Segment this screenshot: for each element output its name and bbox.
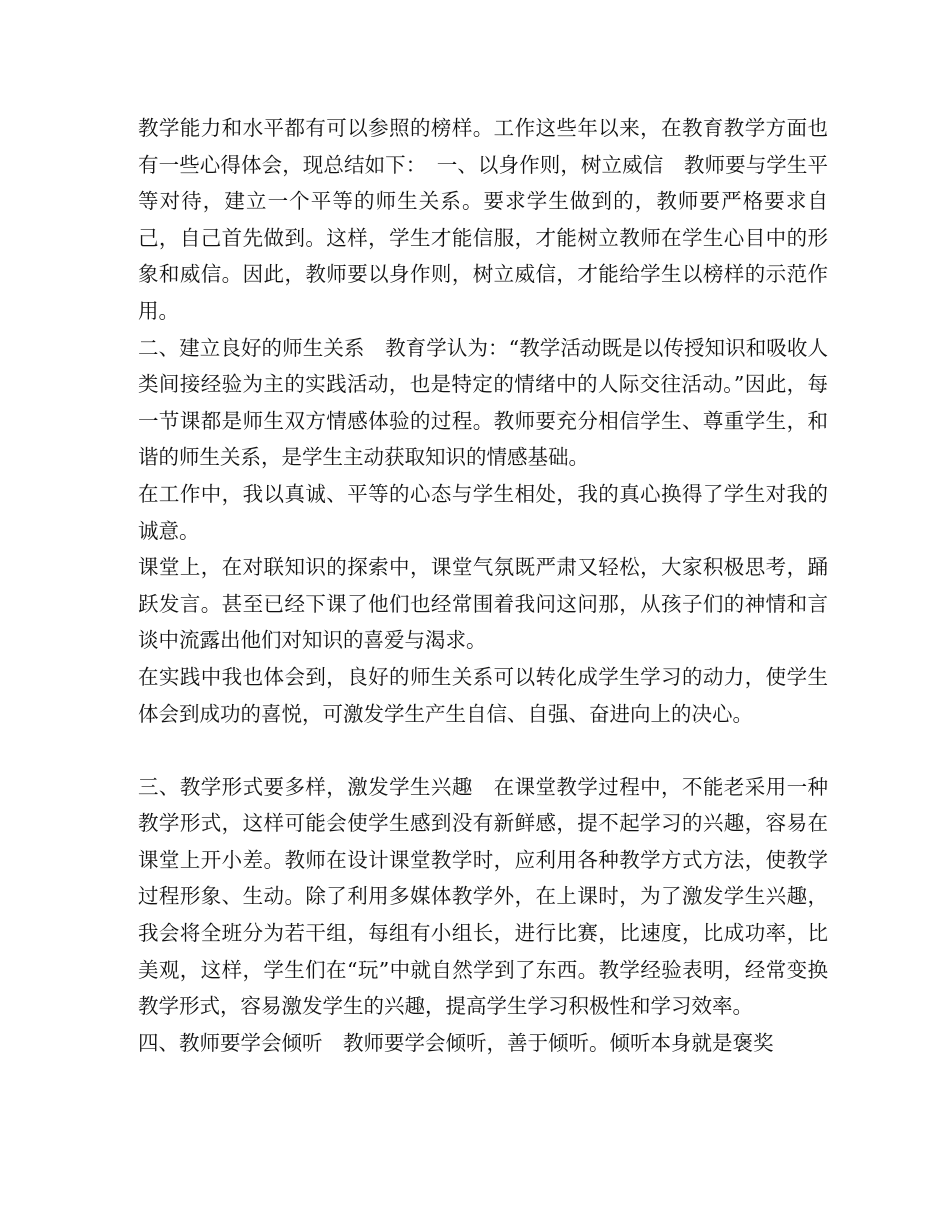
paragraph-gap: [138, 732, 828, 769]
paragraph-work-attitude: 在工作中，我以真诚、平等的心态与学生相处，我的真心换得了学生对我的诚意。: [138, 481, 828, 543]
paragraph-section-four: 四、教师要学会倾听 教师要学会倾听，善于倾听。倾听本身就是褒奖: [138, 1030, 774, 1055]
paragraph-section-two: 二、建立良好的师生关系 教育学认为：“教学活动既是以传授知识和吸收人类间接经验为主的实践活动，也是特定的情绪中的人际交往活动。”因此，每一节课都是师生双方情感体验的过程。教师要充分相信学生、尊重学生，和谐的师生关系，是学生主动获取知识的情感基础。: [138, 335, 828, 470]
paragraph-intro: 教学能力和水平都有可以参照的榜样。工作这些年以来，在教育教学方面也有一些心得体会，现总结如下： 一、以身作则，树立威信 教师要与学生平等对待，建立一个平等的师生关系。要求学生做到的，教师要严格要求自己，自己首先做到。这样，学生才能信服，才能树立教师在学生心目中的形象和威信。因此，教师要以身作则，树立威信，才能给学生以榜样的示范作用。: [138, 116, 828, 323]
paragraph-section-three: 三、教学形式要多样，激发学生兴趣 在课堂教学过程中，不能老采用一种教学形式，这样可能会使学生感到没有新鲜感，提不起学习的兴趣，容易在课堂上开小差。教师在设计课堂教学时，应利用各种教学方式方法，使教学过程形象、生动。除了利用多媒体教学外，在上课时，为了激发学生兴趣，我会将全班分为若干组，每组有小组长，进行比赛，比速度，比成功率，比美观，这样，学生们在“玩”中就自然学到了东西。教学经验表明，经常变换教学形式，容易激发学生的兴趣，提高学生学习积极性和学习效率。: [138, 774, 828, 1019]
paragraph-practice: 在实践中我也体会到，良好的师生关系可以转化成学生学习的动力，使学生体会到成功的喜悦，可激发学生产生自信、自强、奋进向上的决心。: [138, 664, 828, 726]
paragraph-classroom: 课堂上，在对联知识的探索中，课堂气氛既严肃又轻松，大家积极思考，踊跃发言。甚至已经下课了他们也经常围着我问这问那，从孩子们的神情和言谈中流露出他们对知识的喜爱与渴求。: [138, 555, 828, 653]
document-body: [138, 110, 828, 1061]
